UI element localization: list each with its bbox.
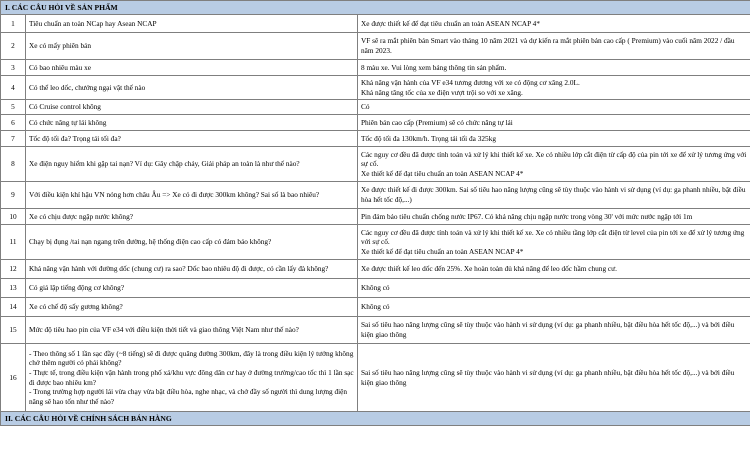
- table-row: [1, 317, 750, 344]
- question-cell: Xe có mấy phiên bản: [26, 33, 358, 60]
- answer-line: Khả năng tăng tốc của xe điện vượt trội so với xe xăng.: [361, 87, 523, 97]
- question-cell: Tiêu chuẩn an toàn NCap hay Asean NCAP: [26, 15, 358, 33]
- answer-cell: Xe được thiết kế để đạt tiêu chuẩn an toàn ASEAN NCAP 4*: [358, 15, 750, 33]
- row-number: 3: [1, 60, 26, 76]
- question-cell: Có chức năng tự lái không: [26, 115, 358, 131]
- question-cell: Với điều kiện khí hậu VN nóng hơn châu Âu => Xe có đi được 300km không? Sai số là bao nhiêu?: [26, 182, 358, 209]
- table-row: [1, 260, 750, 279]
- row-number: 16: [1, 344, 26, 412]
- table-row: [1, 344, 750, 412]
- answer-line: Các nguy cơ đều đã được tính toán và xử lý khi thiết kế xe. Xe có nhiều lớp cắt điện từ cấp độ của pin tới xe để xử lý tương ứng với sự cố.: [361, 149, 747, 169]
- answer-cell: Sai số tiêu hao năng lượng cũng sẽ tùy thuộc vào hành vi sử dụng (ví dụ: ga phanh nhiều, bật điều hòa hết tốc độ,...) và bởi điều kiện giao thông: [358, 344, 750, 412]
- question-cell: Có thể leo dốc, chướng ngại vật thế nào: [26, 76, 358, 100]
- row-number: 11: [1, 225, 26, 260]
- table-row: [1, 76, 750, 100]
- table-row: [1, 131, 750, 147]
- table-row: [1, 225, 750, 260]
- answer-cell: Không có: [358, 279, 750, 298]
- question-line: - Trong trường hợp người lái vừa chạy vừa bật điều hòa, nghe nhạc, và chở đầy số người thì dung lượng điện năng sẽ hao tốn như thế nào?: [29, 387, 348, 406]
- table-row: [1, 209, 750, 225]
- table-row: [1, 60, 750, 76]
- section-title: I. CÁC CÂU HỎI VỀ SẢN PHẨM: [1, 1, 750, 15]
- answer-line: Xe thiết kế để đạt tiêu chuẩn an toàn ASEAN NCAP 4*: [361, 168, 524, 178]
- answer-cell: [358, 225, 750, 260]
- question-cell: Có giả lập tiếng động cơ không?: [26, 279, 358, 298]
- row-number: 15: [1, 317, 26, 344]
- answer-cell: Xe được thiết kế đi được 300km. Sai số tiêu hao năng lượng cũng sẽ tùy thuộc vào hành vi sử dụng (ví dụ: ga phanh nhiều, bật điều hòa hết tốc độ,...): [358, 182, 750, 209]
- section-header-products: [1, 1, 750, 15]
- row-number: 9: [1, 182, 26, 209]
- question-cell: Xe có chế độ sấy gương không?: [26, 298, 358, 317]
- row-number: 10: [1, 209, 26, 225]
- question-line: - Thực tế, trong điều kiện vận hành trong phố xá/khu vực đông dân cư hay ở đường trường/cao tốc thì 1 lần sạc đi được bao nhiêu km?: [29, 367, 354, 387]
- row-number: 6: [1, 115, 26, 131]
- section-header-sales-policy: [1, 412, 750, 426]
- table-row: [1, 182, 750, 209]
- answer-cell: [358, 76, 750, 100]
- question-cell: Tốc độ tối đa? Trọng tải tối đa?: [26, 131, 358, 147]
- table-row: [1, 115, 750, 131]
- row-number: 8: [1, 147, 26, 182]
- answer-cell: Tốc độ tối đa 130km/h. Trọng tải tối đa 325kg: [358, 131, 750, 147]
- question-cell: Có Cruise control không: [26, 100, 358, 115]
- answer-cell: Sai số tiêu hao năng lượng cũng sẽ tùy thuộc vào hành vi sử dụng (ví dụ: ga phanh nhiều, bật điều hòa hết tốc độ,...) và bởi điều kiện giao thông: [358, 317, 750, 344]
- section-title: II. CÁC CÂU HỎI VỀ CHÍNH SÁCH BÁN HÀNG: [1, 412, 750, 426]
- row-number: 7: [1, 131, 26, 147]
- answer-line: Xe thiết kế để đạt tiêu chuẩn an toàn ASEAN NCAP 4*: [361, 246, 524, 256]
- row-number: 12: [1, 260, 26, 279]
- question-line: - Theo thông số 1 lần sạc đầy (~8 tiếng) sẽ đi được quãng đường 300km, đây là trong điều kiện lý tưởng không chở thêm người có phải không?: [29, 348, 354, 368]
- question-cell: Khả năng vận hành với đường dốc (chung cư) ra sao? Dốc bao nhiêu độ đi được, có cần lấy đà không?: [26, 260, 358, 279]
- answer-cell: Có: [358, 100, 750, 115]
- question-cell: Mức độ tiêu hao pin của VF e34 với điều kiện thời tiết và giao thông Việt Nam như thế nào?: [26, 317, 358, 344]
- row-number: 1: [1, 15, 26, 33]
- table-row: [1, 279, 750, 298]
- question-cell: Có bao nhiêu màu xe: [26, 60, 358, 76]
- question-cell: Chạy bị đụng /tai nạn ngang trên đường, hệ thống điện cao cấp có đảm bảo không?: [26, 225, 358, 260]
- answer-line: Khả năng vận hành của VF e34 tương đương với xe có động cơ xăng 2.0L.: [361, 77, 580, 87]
- answer-cell: [358, 147, 750, 182]
- question-cell: Xe điện nguy hiểm khi gặp tai nạn? Ví dụ: Gây chập cháy, Giải pháp an toàn là như thế nào?: [26, 147, 358, 182]
- table-row: [1, 147, 750, 182]
- table-row: [1, 15, 750, 33]
- answer-cell: Xe được thiết kế leo dốc đến 25%. Xe hoàn toàn đủ khả năng để leo dốc hầm chung cư.: [358, 260, 750, 279]
- answer-cell: Phiên bản cao cấp (Premium) sẽ có chức năng tự lái: [358, 115, 750, 131]
- row-number: 4: [1, 76, 26, 100]
- answer-cell: VF sẽ ra mắt phiên bản Smart vào tháng 10 năm 2021 và dự kiến ra mắt phiên bản cao cấp ( Premium) vào cuối năm 2022 / đầu năm 2023.: [358, 33, 750, 60]
- table-row: [1, 33, 750, 60]
- row-number: 2: [1, 33, 26, 60]
- answer-line: Các nguy cơ đều đã được tính toán và xử lý khi thiết kế xe. Xe có nhiều tầng lớp cắt điện từ level của pin tới xe để xử lý tương ứng với sự cố.: [361, 227, 745, 247]
- row-number: 14: [1, 298, 26, 317]
- question-cell: [26, 344, 358, 412]
- answer-cell: Pin đảm bảo tiêu chuẩn chống nước IP67. Có khả năng chịu ngập nước trong vòng 30' với mức nước ngập tới 1m: [358, 209, 750, 225]
- table-row: [1, 100, 750, 115]
- question-cell: Xe có chịu được ngập nước không?: [26, 209, 358, 225]
- answer-cell: 8 màu xe. Vui lòng xem bảng thông tin sản phẩm.: [358, 60, 750, 76]
- row-number: 13: [1, 279, 26, 298]
- row-number: 5: [1, 100, 26, 115]
- answer-cell: Không có: [358, 298, 750, 317]
- table-row: [1, 298, 750, 317]
